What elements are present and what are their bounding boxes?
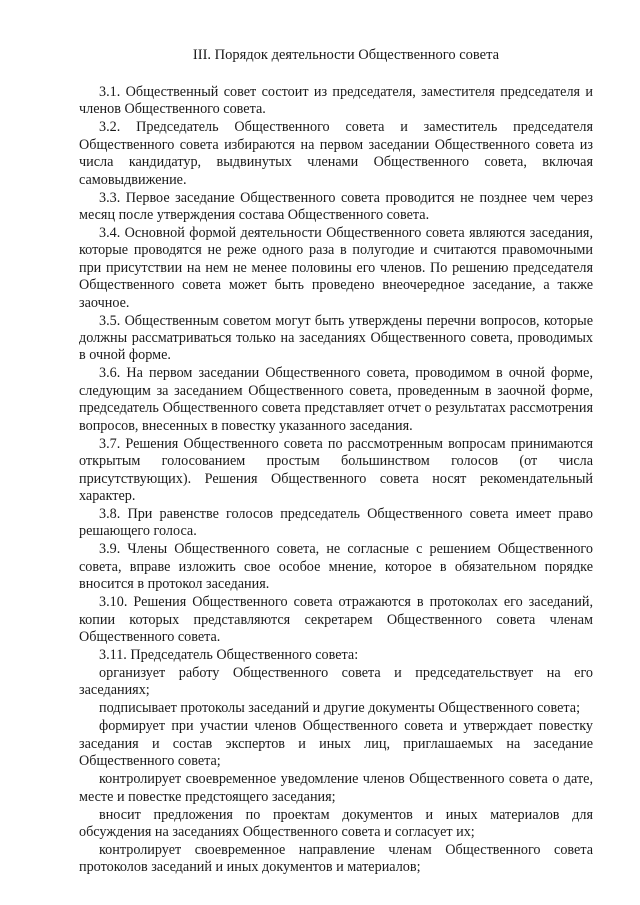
paragraph: 3.5. Общественным советом могут быть утверждены перечни вопросов, которые должны рассматриваться только на заседаниях Общественного совета, проводимых в очной форме. <box>79 312 593 364</box>
paragraph: 3.11. Председатель Общественного совета: <box>99 646 359 663</box>
document-page <box>79 46 593 877</box>
paragraph: контролирует своевременное направление членам Общественного совета протоколов заседаний и иных документов и материалов; <box>79 841 593 876</box>
paragraph: контролирует своевременное уведомление членов Общественного совета о дате, месте и повестке предстоящего заседания; <box>79 771 593 805</box>
paragraph: 3.7. Решения Общественного совета по рассмотренным вопросам принимаются открытым голосованием простым большинством голосов (от числа присутствующих). Решения Общественного совета носят рекомендательный характер. <box>79 435 593 504</box>
paragraph-list <box>79 84 593 877</box>
paragraph: 3.9. Члены Общественного совета, не согласные с решением Общественного совета, вправе изложить свое особое мнение, которое в обязательном порядке вносится в протокол заседания. <box>79 541 593 593</box>
paragraph: вносит предложения по проектам документов и иных материалов для обсуждения на заседаниях Общественного совета и согласует их; <box>79 806 593 840</box>
paragraph: организует работу Общественного совета и председательствует на его заседаниях; <box>79 664 593 699</box>
paragraph: 3.1. Общественный совет состоит из председателя, заместителя председателя и членов Общественного совета. <box>79 84 593 118</box>
paragraph: подписывает протоколы заседаний и другие документы Общественного совета; <box>99 700 581 717</box>
paragraph: 3.3. Первое заседание Общественного совета проводится не позднее чем через месяц после утверждения состава Общественного совета. <box>79 189 593 224</box>
paragraph: 3.10. Решения Общественного совета отражаются в протоколах его заседаний, копии которых представляются секретарем Общественного совета членам Общественного совета. <box>79 594 593 645</box>
section-heading: III. Порядок деятельности Общественного совета <box>192 47 500 63</box>
paragraph: 3.6. На первом заседании Общественного совета, проводимом в очной форме, следующим за заседанием Общественного совета, проведенным в заочной форме, председатель Общественного совета представляет отчет о результатах рассмотрения вопросов, внесенных в повестку указанного заседания. <box>79 365 593 434</box>
paragraph: формирует при участии членов Общественного совета и утверждает повестку заседания и состав экспертов и иных лиц, приглашаемых на заседание Общественного совета; <box>79 718 593 770</box>
paragraph: 3.8. При равенстве голосов председатель Общественного совета имеет право решающего голоса. <box>79 505 593 540</box>
paragraph: 3.2. Председатель Общественного совета и заместитель председателя Общественного совета избираются на первом заседании Общественного совета из числа кандидатур, выдвинутых членами Общественного совета, включая самовыдвижение. <box>79 119 593 188</box>
paragraph: 3.4. Основной формой деятельности Общественного совета являются заседания, которые проводятся не реже одного раза в полугодие и считаются правомочными при присутствии на нем не менее половины его членов. По решению председателя Общественного совета может быть проведено внеочередное заседание, а также заочное. <box>79 225 593 311</box>
